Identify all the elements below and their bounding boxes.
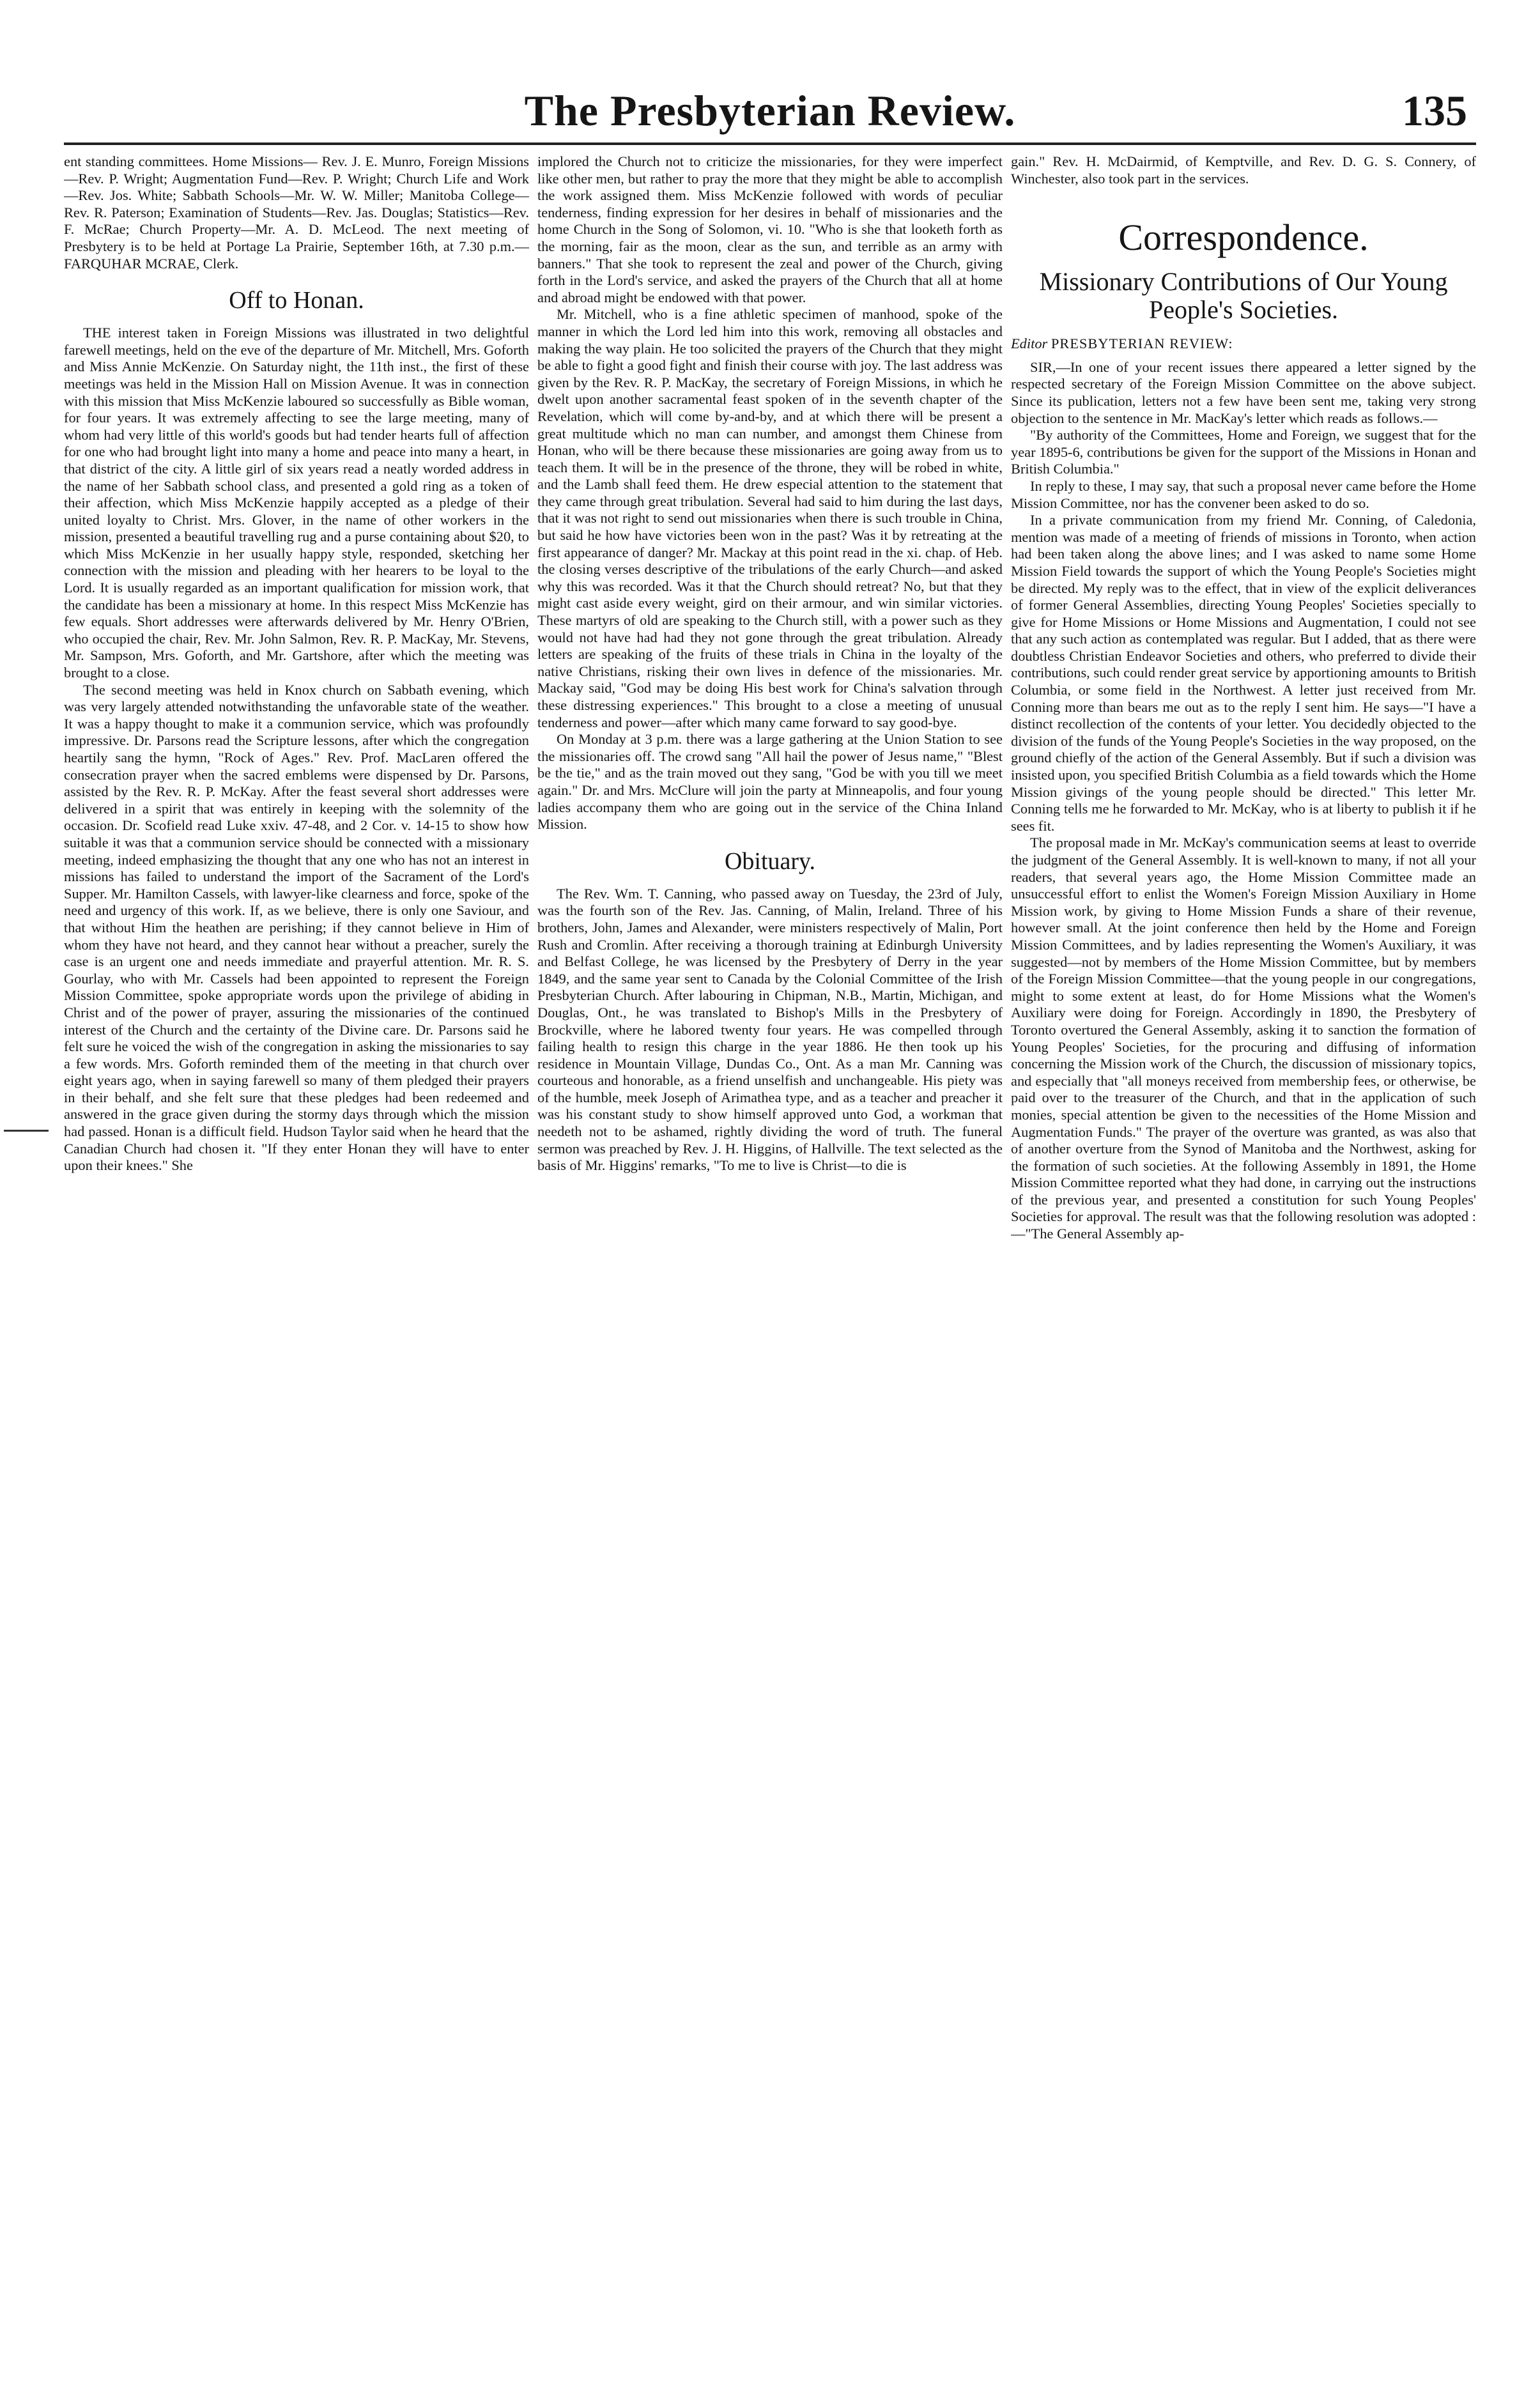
running-title: The Presbyterian Review. bbox=[524, 86, 1016, 135]
letter-paragraph: In reply to these, I may say, that such a proposal never came before the Home Mission Committee, nor has the convener been asked to do so. bbox=[1011, 477, 1476, 511]
letter-paragraph: In a private communication from my friend Mr. Conning, of Caledonia, mention was made of a meeting of friends of missions in Toronto, when action had been taken along the above lines; and I was asked to name some Home Mission Field towards the support of which the Young People's Societies might be directed. My reply was to the effect, that in view of the explicit deliverances of former General Assemblies, directing Young Peoples' Societies specially to give for Home Missions or Home Missions and Augmentation, I could not see that any such action as contemplated was regular. But I added, that as there were doubtless Christian Endeavor Societies and others, who preferred to divide their contributions, such could render great service by apportioning amounts to British Columbia, or some field in the Northwest. A letter just received from Mr. Conning more than bears me out as to the reply I sent him. He says—"I have a distinct recollection of the contents of your letter. You decidedly objected to the division of the funds of the Young People's Societies in the way proposed, on the ground chiefly of the action of the General Assembly. But if such a division was insisted upon, you specified British Columbia as a field towards which the Home Mission givings of the young people should be directed." This letter Mr. Conning tells me he forwarded to Mr. McKay, who is at liberty to publish it if he sees fit. bbox=[1011, 512, 1476, 834]
page-number: 135 bbox=[1402, 86, 1467, 135]
committees-paragraph: ent standing committees. Home Missions— Rev. J. E. Munro, Foreign Missions—Rev. P. Wright; Augmentation Fund—Rev. P. Wright; Church Life and Work—Rev. Jos. White; Sabbath Schools—Mr. W. W. Miller; Manitoba College—Rev. R. Paterson; Examination of Students—Rev. Jas. Douglas; Statistics—Rev. F. McRae; Church Property—Mr. A. D. McLeod. The next meeting of Presbytery is to be held at Portage La Prairie, September 16th, at 7.30 p.m.— FARQUHAR MCRAE, Clerk. bbox=[64, 153, 529, 272]
letter-paragraph: The proposal made in Mr. McKay's communication seems at least to override the judgment of the General Assembly. It is well-known to many, if not all your readers, that several years ago, the Home Mission Committee made an unsuccessful effort to enlist the Women's Foreign Mission Auxiliary in Home Mission work, by giving to Home Mission Funds a share of their revenue, however small. At the joint conference then held by the Home and Foreign Mission Committees, and by ladies representing the Women's Auxiliary, it was suggested—not by members of the Home Mission Committee, but by members of the Foreign Mission Committee—that the young people in our congregations, might to some extent at least, do for Home Missions what the Women's Auxiliary were doing for Foreign. Accordingly in 1890, the Presbytery of Toronto overtured the General Assembly, asking it to sanction the formation of Young Peoples' Societies, for the procuring and diffusing of information concerning the Mission work of the Church, the discussion of missionary topics, and especially that "all moneys received from membership fees, or otherwise, be paid over to the treasurer of the Church, and that in the application of such monies, special attention be given to the necessities of the Home Mission and Augmentation Funds." The prayer of the overture was granted, as was also that of another overture from the Synod of Manitoba and the Northwest, asking for the formation of such societies. At the following Assembly in 1891, the Home Mission Committee reported what they had done, in carrying out the instructions of the previous year, and presented a constitution for such Young Peoples' Societies for approval. The result was that the following resolution was adopted :—"The General Assembly ap- bbox=[1011, 835, 1476, 1242]
section-heading-correspondence: Correspondence. bbox=[1118, 217, 1369, 259]
article-heading-off-to-honan: Off to Honan. bbox=[229, 287, 364, 314]
page-header bbox=[64, 75, 1476, 145]
article-paragraph: Mr. Mitchell, who is a fine athletic specimen of manhood, spoke of the manner in which the Lord led him into this work, removing all obstacles and making the way plain. He too solicited the prayers of the Church that they might be able to fight a good fight and finish their course with joy. The last address was given by the Rev. R. P. MacKay, the secretary of Foreign Missions, in which he dwelt upon another sacramental feast spoken of in the seventh chapter of the Revelation, which will come by-and-by, and at which there will be present a great multitude which no man can number, and amongst them Chinese from Honan, who will be there because these missionaries are going away from us to teach them. It will be in the presence of the throne, they will be robed in white, and the Lamb shall feed them. He drew especial attention to the statement that they came through great tribulation. Several had said to him during the last days, that it was not right to send out missionaries when there is such trouble in China, but said he how have victories been won in the past? Was it by retreating at the first appearance of danger? Mr. Mackay at this point read in the xi. chap. of Heb. the closing verses descriptive of the tribulations of the early Church—and asked why this was recorded. Was it that the Church should retreat? No, but that they might cast aside every weight, gird on their armour, and win similar victories. These martyrs of old are speaking to the Church still, with a power such as they would not have had had they not gone through the great tribulation. Already letters are speaking of the fruits of these trials in China in the loyalty of the native Christians, risking their own lives in defence of the missionaries. Mr. Mackay said, "God may be doing His best work for China's salvation through these distressing experiences." This brought to a close a meeting of unusual tenderness and power—after which many came forward to say good-bye. bbox=[537, 306, 1003, 730]
editor-label: Editor bbox=[1011, 335, 1048, 352]
column-3 bbox=[1011, 153, 1476, 2364]
article-paragraph: THE interest taken in Foreign Missions was illustrated in two delightful farewell meetings, held on the eve of the departure of Mr. Mitchell, Mrs. Goforth and Miss Annie McKenzie. On Saturday night, the 11th inst., the first of these meetings was held in the Mission Hall on Mission Avenue. It was in connection with this mission that Miss McKenzie laboured so successfully as Bible woman, for four years. It was extremely affecting to see the large meeting, many of whom had very little of this world's goods but had tender hearts full of affection for one who had brought light into many a home and peace into many a heart, in that district of the city. A little girl of six years read a neatly worded address in the name of her Sabbath school class, and presented a gold ring as a token of their affection, which Miss McKenzie happily accepted as a pledge of their united loyalty to Christ. Mrs. Glover, in the name of other workers in the mission, presented a beautiful travelling rug and a purse containing about $20, to which Miss McKenzie in her usually happy style, responded, sketching her connection with the mission and pleading with her hearers to be loyal to the Lord. It is usually regarded as an important qualification for mission work, that the candidate has been a missionary at home. In this respect Miss McKenzie has few equals. Short addresses were afterwards delivered by Mr. Henry O'Brien, who occupied the chair, Rev. Mr. John Salmon, Rev. R. P. MacKay, Mr. Stevens, Mr. Sampson, Mrs. Goforth, and Mr. Gartshore, after which the meeting was brought to a close. bbox=[64, 325, 529, 681]
obituary-continuation: gain." Rev. H. McDairmid, of Kemptville, and Rev. D. G. S. Connery, of Winchester, also took part in the services. bbox=[1011, 153, 1476, 187]
article-paragraph: implored the Church not to criticize the missionaries, for they were imperfect like other men, but rather to pray the more that they might be able to accomplish the work assigned them. Miss McKenzie followed with words of peculiar tenderness, finding expression for her desires in behalf of missionaries and the home Church in the Song of Solomon, vi. 10. "Who is she that looketh forth as the morning, fair as the moon, clear as the sun, and terrible as an army with banners." That she took to represent the zeal and power of the Church, giving forth in the Lord's service, and asked the prayers of the Church that all at home and abroad might be endowed with that power. bbox=[537, 153, 1003, 305]
obituary-paragraph: The Rev. Wm. T. Canning, who passed away on Tuesday, the 23rd of July, was the fourth son of the Rev. Jas. Canning, of Malin, Ireland. Three of his brothers, John, James and Alexander, were ministers respectively of Malin, Port Rush and Cromlin. After receiving a thorough training at Edinburgh University and Belfast College, he was licensed by the Presbytery of Derry in the year 1849, and the same year sent to Canada by the Colonial Committee of the Irish Presbyterian Church. After labouring in Chipman, N.B., Martin, Michigan, and Douglas, Ont., he was translated to Bishop's Mills in the Presbytery of Brockville, where he labored twenty four years. He was compelled through failing health to resign this charge in the year 1886. He then took up his residence in Mountain Village, Dundas Co., Ont. As a man Mr. Canning was courteous and honorable, as a friend unselfish and unchangeable. His piety was of the humble, meek Joseph of Arimathea type, and as a teacher and preacher it was his constant study to show himself approved unto God, a workman that needeth not to be ashamed, rightly dividing the word of truth. The funeral sermon was preached by Rev. J. H. Higgins, of Hallville. The text selected as the basis of Mr. Higgins' remarks, "To me to live is Christ—to die is bbox=[537, 885, 1003, 1174]
letter-subheading: Missionary Contributions of Our Young People's Societies. bbox=[1039, 267, 1448, 325]
article-paragraph: The second meeting was held in Knox church on Sabbath evening, which was very largely attended notwithstanding the unfavorable state of the weather. It was a happy thought to make it a communion service, which was profoundly impressive. Dr. Parsons read the Scripture lessons, after which the congregation heartily sang the hymn, "Rock of Ages." Rev. Prof. MacLaren offered the consecration prayer when the sacred emblems were dispensed by Dr. Parsons, assisted by the Rev. R. P. McKay. After the feast several short addresses were delivered in a spirit that was entirely in keeping with the solemnity of the occasion. Dr. Scofield read Luke xxiv. 47-48, and 2 Cor. v. 14-15 to show how suitable it was that a communion service should be connected with a missionary meeting, indeed emphasizing the thought that any one who has not an interest in missions has failed to understand the import of the Sacrament of the Lord's Supper. Mr. Hamilton Cassels, with lawyer-like clearness and force, spoke of the need and urgency of this work. If, as we believe, there is only one Saviour, and that without Him the heathen are perishing; if they cannot believe in Him of whom they have not heard, and they cannot hear without a preacher, surely the case is an urgent one and needs immediate and prayerful attention. Mr. R. S. Gourlay, who with Mr. Cassels had been appointed to represent the Foreign Mission Committee, spoke appropriate words upon the privilege of abiding in Christ and of the power of prayer, assuring the missionaries of the continued interest of the Church and the certainty of the Divine care. Dr. Parsons said he felt sure he voiced the wish of the congregation in asking the missionaries to say a few words. Mrs. Goforth reminded them of the meeting in that church over eight years ago, when in saying farewell so many of them pledged their prayers in their behalf, and she felt sure that these pledges had been redeemed and answered in the grace given during the stormy days through which the mission had passed. Honan is a difficult field. Hudson Taylor said when he heard that the Canadian Church had chosen it. "If they enter Honan they will have to enter upon their knees." She bbox=[64, 681, 529, 1174]
publication-name: PRESBYTERIAN REVIEW: bbox=[1051, 335, 1233, 352]
article-paragraph: On Monday at 3 p.m. there was a large gathering at the Union Station to see the missionaries off. The crowd sang "All hail the power of Jesus name," "Blest be the tie," and as the train moved out they sang, "God be with you till we meet again." Dr. and Mrs. McClure will join the party at Minneapolis, and four young ladies accompany them who are going out in the service of the China Inland Mission. bbox=[537, 731, 1003, 833]
letter-salutation bbox=[1011, 335, 1476, 353]
letter-quote: "By authority of the Committees, Home and Foreign, we suggest that for the year 1895-6, contributions be given for the support of the Missions in Honan and British Columbia." bbox=[1011, 427, 1476, 477]
margin-rule bbox=[4, 1130, 49, 1132]
letter-paragraph: SIR,—In one of your recent issues there appeared a letter signed by the respected secretary of the Foreign Mission Committee on the above subject. Since its publication, letters not a few have been sent me, taking very strong objection to the sentence in Mr. MacKay's letter which reads as follows.— bbox=[1011, 358, 1476, 426]
column-1 bbox=[64, 153, 529, 2364]
column-2 bbox=[537, 153, 1003, 2364]
article-heading-obituary: Obituary. bbox=[724, 847, 816, 875]
